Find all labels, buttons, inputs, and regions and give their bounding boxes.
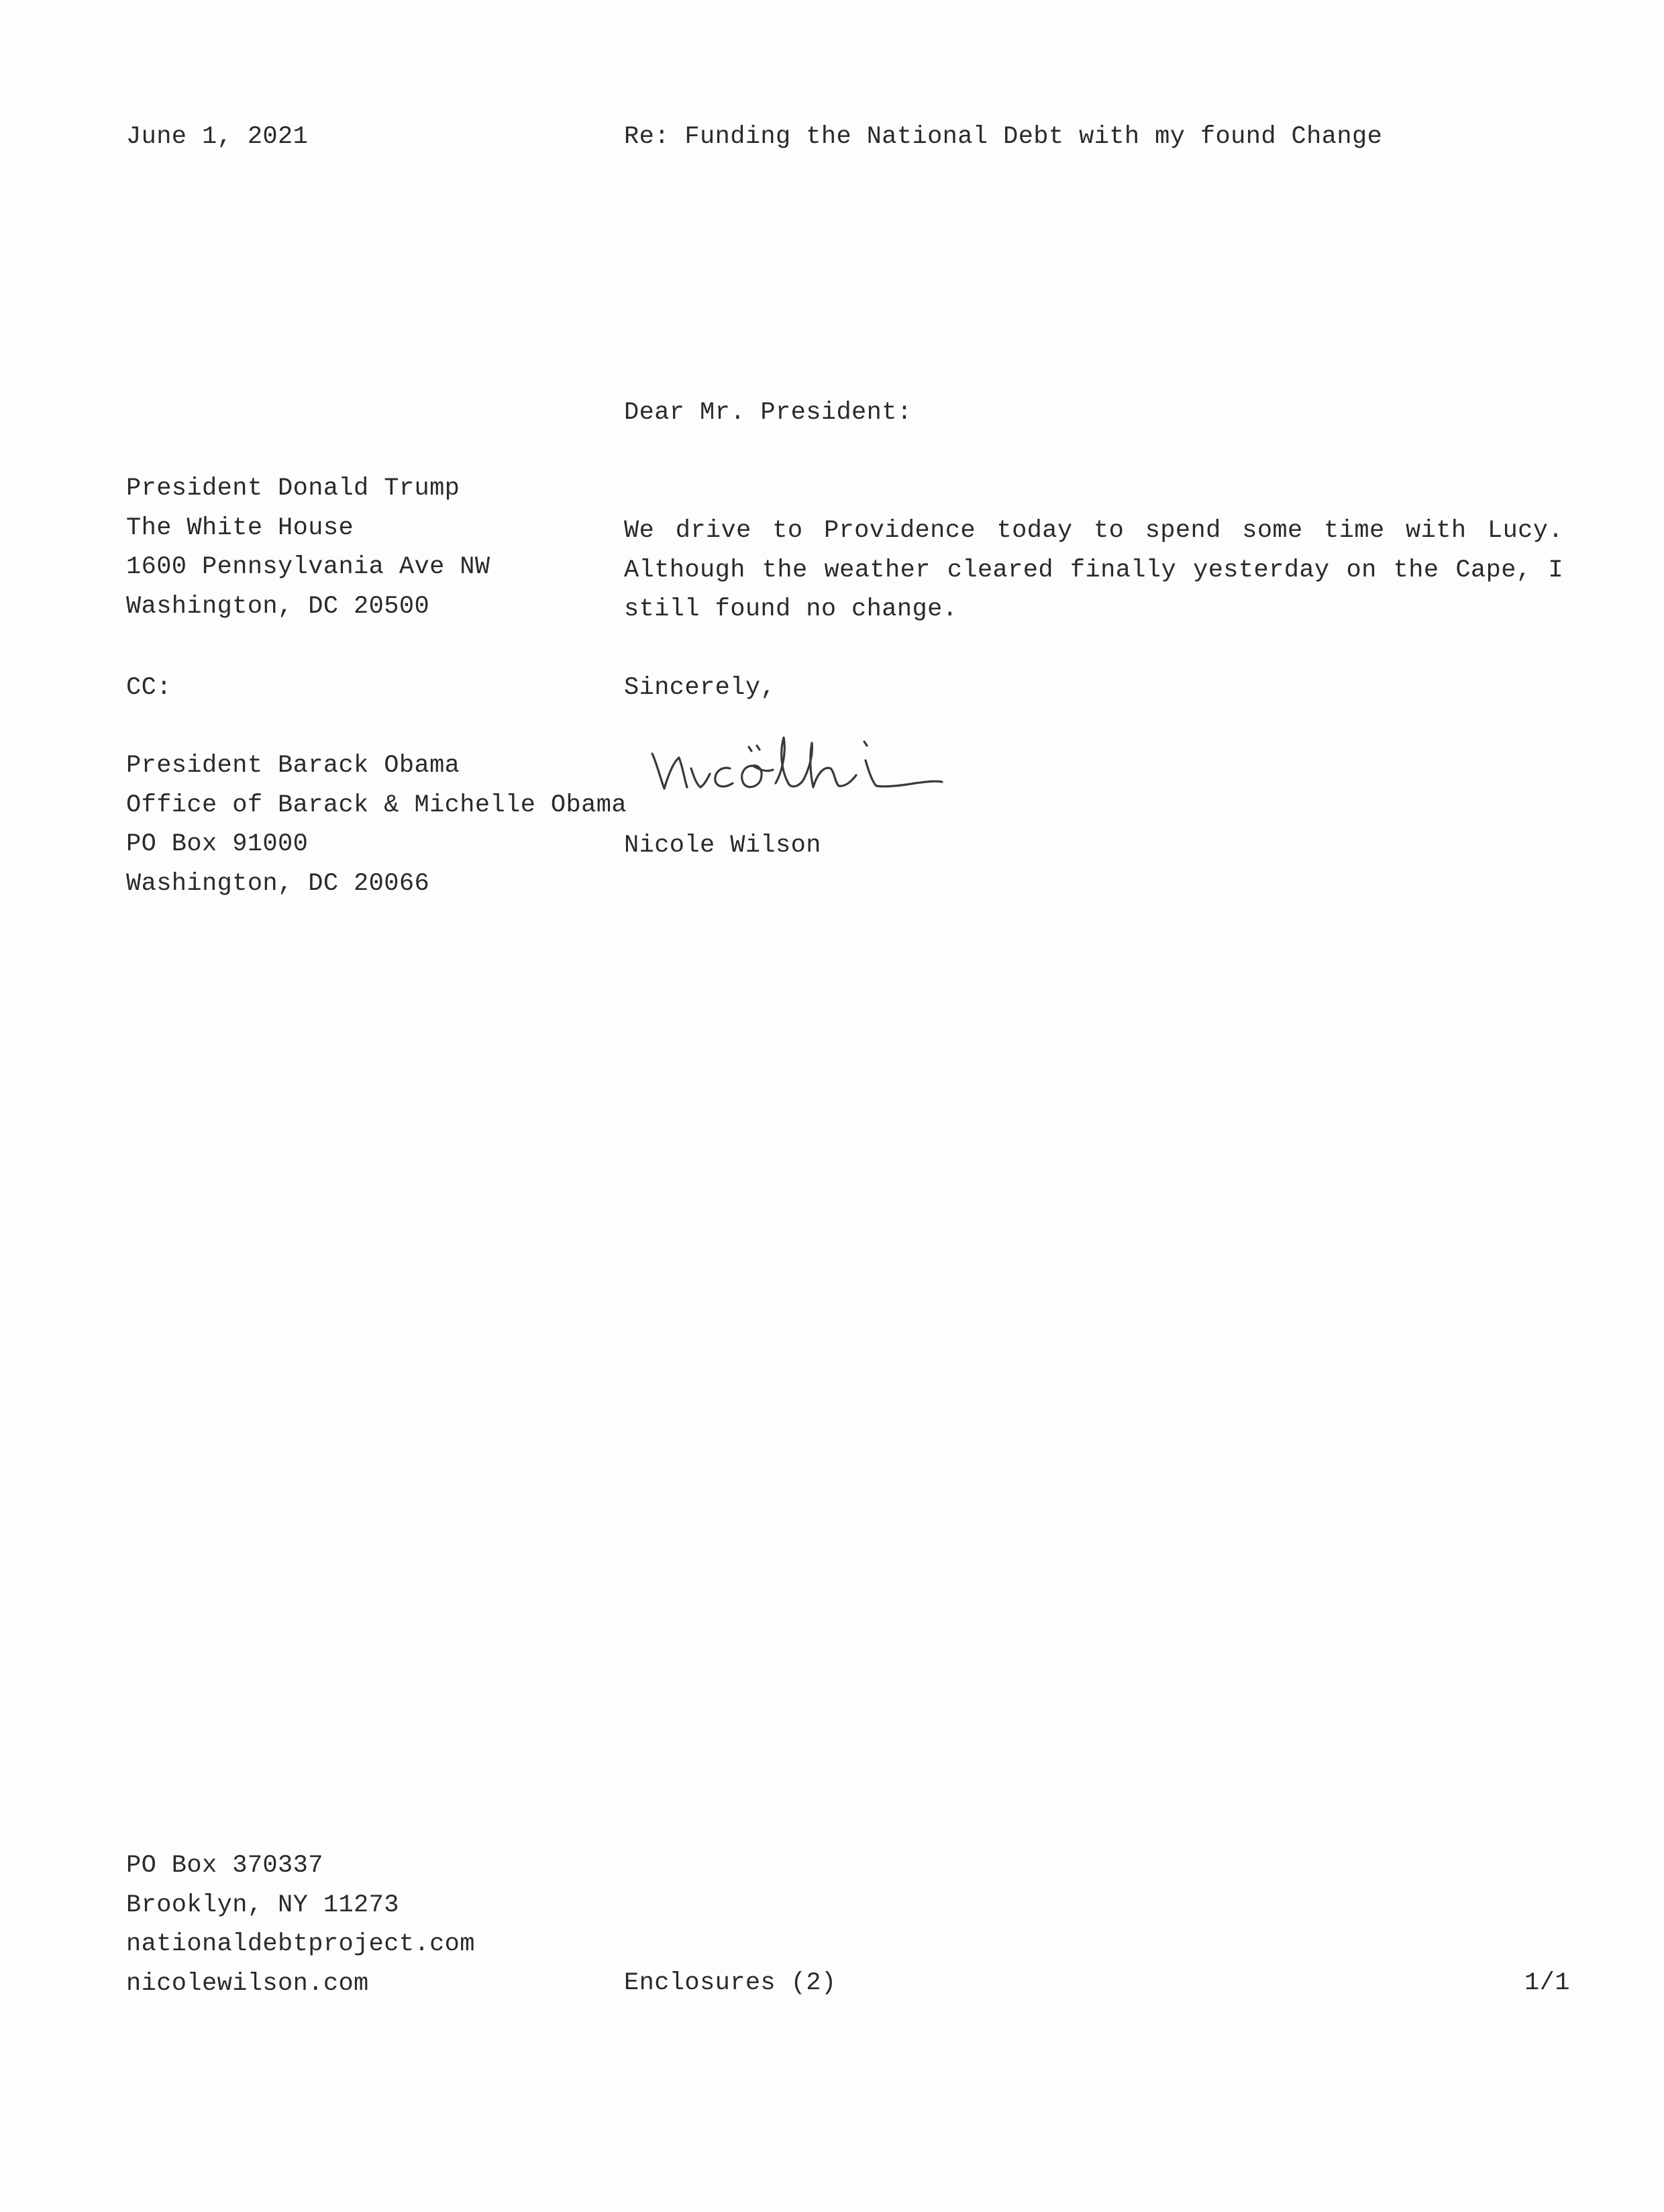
- salutation: Dear Mr. President:: [624, 399, 913, 427]
- letter-date: June 1, 2021: [126, 123, 309, 151]
- enclosures-note: Enclosures (2): [624, 1969, 837, 1997]
- recipient-address: [126, 469, 490, 626]
- signer-name: Nicole Wilson: [624, 832, 821, 860]
- cc-name: President Barack Obama: [126, 752, 460, 780]
- sender-po-box: PO Box 370337: [126, 1852, 323, 1880]
- handwritten-signature: [644, 721, 993, 802]
- sender-city: Brooklyn, NY 11273: [126, 1891, 399, 1919]
- cc-organization: Office of Barack & Michelle Obama: [126, 791, 627, 819]
- cc-po-box: PO Box 91000: [126, 830, 309, 858]
- cc-address: [126, 746, 627, 903]
- recipient-name: President Donald Trump: [126, 474, 460, 503]
- recipient-city: Washington, DC 20500: [126, 592, 430, 621]
- sender-website-personal: nicolewilson.com: [126, 1969, 369, 1998]
- cc-label: CC:: [126, 674, 172, 702]
- sender-website-project: nationaldebtproject.com: [126, 1930, 475, 1958]
- recipient-organization: The White House: [126, 513, 354, 542]
- page-number: 1/1: [1524, 1969, 1570, 1997]
- sender-address: [126, 1846, 475, 2003]
- letter-body: We drive to Providence today to spend some time with Lucy. Although the weather cleared finally yesterday on the Cape, I still found no change.: [624, 517, 1563, 623]
- recipient-street: 1600 Pennsylvania Ave NW: [126, 553, 490, 581]
- subject-line: Re: Funding the National Debt with my found Change: [624, 123, 1383, 151]
- cc-city: Washington, DC 20066: [126, 869, 430, 898]
- closing: Sincerely,: [624, 674, 776, 702]
